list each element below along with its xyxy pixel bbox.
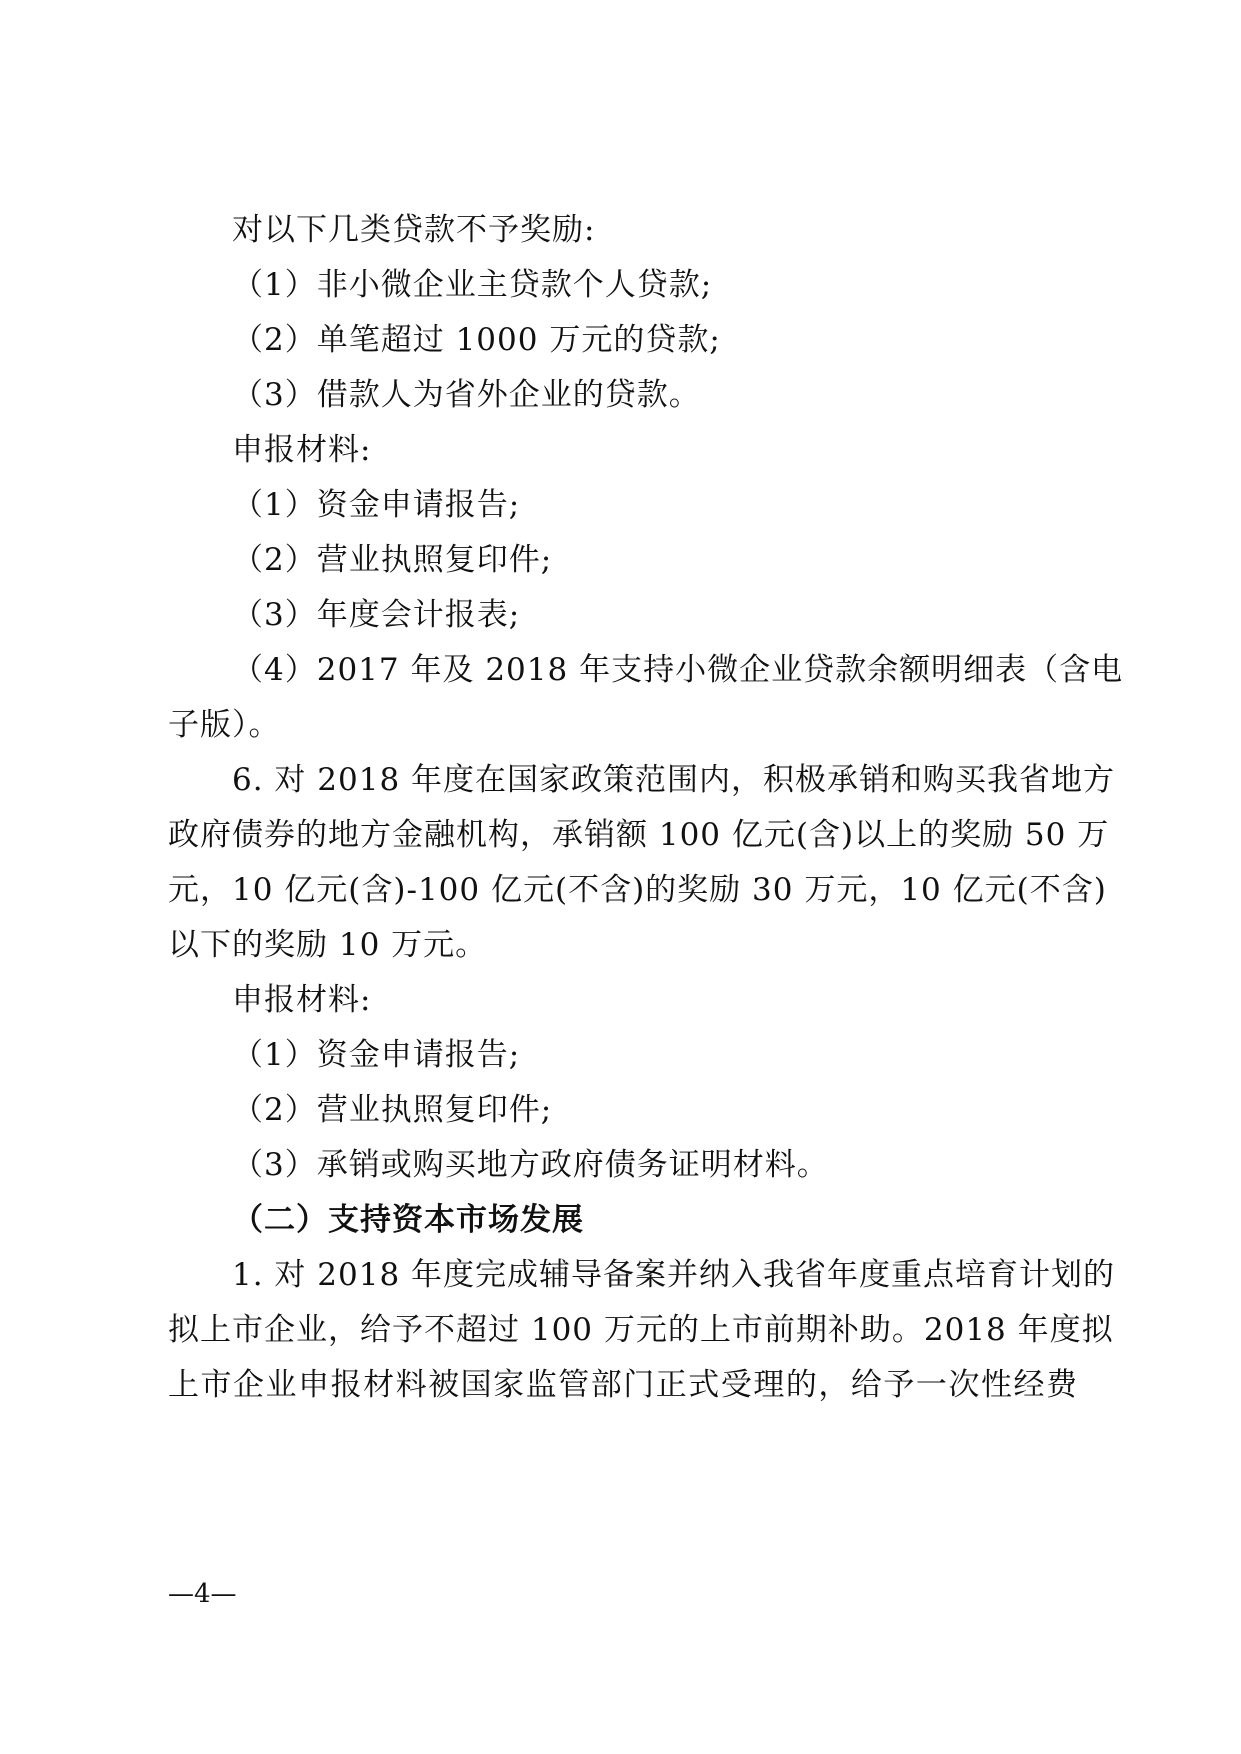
page-number: —4— xyxy=(168,1579,237,1609)
paragraph-line: （4）2017 年及 2018 年支持小微企业贷款余额明细表（含电 xyxy=(232,652,1124,688)
paragraph-line: （2）单笔超过 1000 万元的贷款; xyxy=(232,322,721,358)
paragraph-line: （2）营业执照复印件; xyxy=(232,542,553,578)
paragraph-line: 申报材料: xyxy=(232,982,372,1018)
paragraph-line: （1）资金申请报告; xyxy=(232,487,521,523)
paragraph-line: （2）营业执照复印件; xyxy=(232,1092,553,1128)
paragraph-line: （1）资金申请报告; xyxy=(232,1037,521,1073)
section-heading: （二）支持资本市场发展 xyxy=(232,1202,584,1238)
paragraph-line: 子版）。 xyxy=(168,707,281,743)
paragraph-line: （3）借款人为省外企业的贷款。 xyxy=(232,377,701,413)
paragraph-line: 元，10 亿元(含)-100 亿元(不含)的奖励 30 万元，10 亿元(不含) xyxy=(168,872,1107,908)
paragraph-line: 6. 对 2018 年度在国家政策范围内，积极承销和购买我省地方 xyxy=(232,762,1116,798)
paragraph-line: 政府债券的地方金融机构，承销额 100 亿元(含)以上的奖励 50 万 xyxy=(168,817,1110,853)
paragraph-line: 以下的奖励 10 万元。 xyxy=(168,927,488,963)
paragraph-line: 申报材料: xyxy=(232,432,372,468)
paragraph-line: 1. 对 2018 年度完成辅导备案并纳入我省年度重点培育计划的 xyxy=(232,1257,1116,1293)
paragraph-line: （3）年度会计报表; xyxy=(232,597,521,633)
paragraph-line: 上市企业申报材料被国家监管部门正式受理的，给予一次性经费 xyxy=(168,1367,1078,1403)
paragraph-line: （3）承销或购买地方政府债务证明材料。 xyxy=(232,1147,829,1183)
paragraph-line: 对以下几类贷款不予奖励: xyxy=(232,212,596,248)
paragraph-line: （1）非小微企业主贷款个人贷款; xyxy=(232,267,713,303)
paragraph-line: 拟上市企业，给予不超过 100 万元的上市前期补助。2018 年度拟 xyxy=(168,1312,1114,1348)
